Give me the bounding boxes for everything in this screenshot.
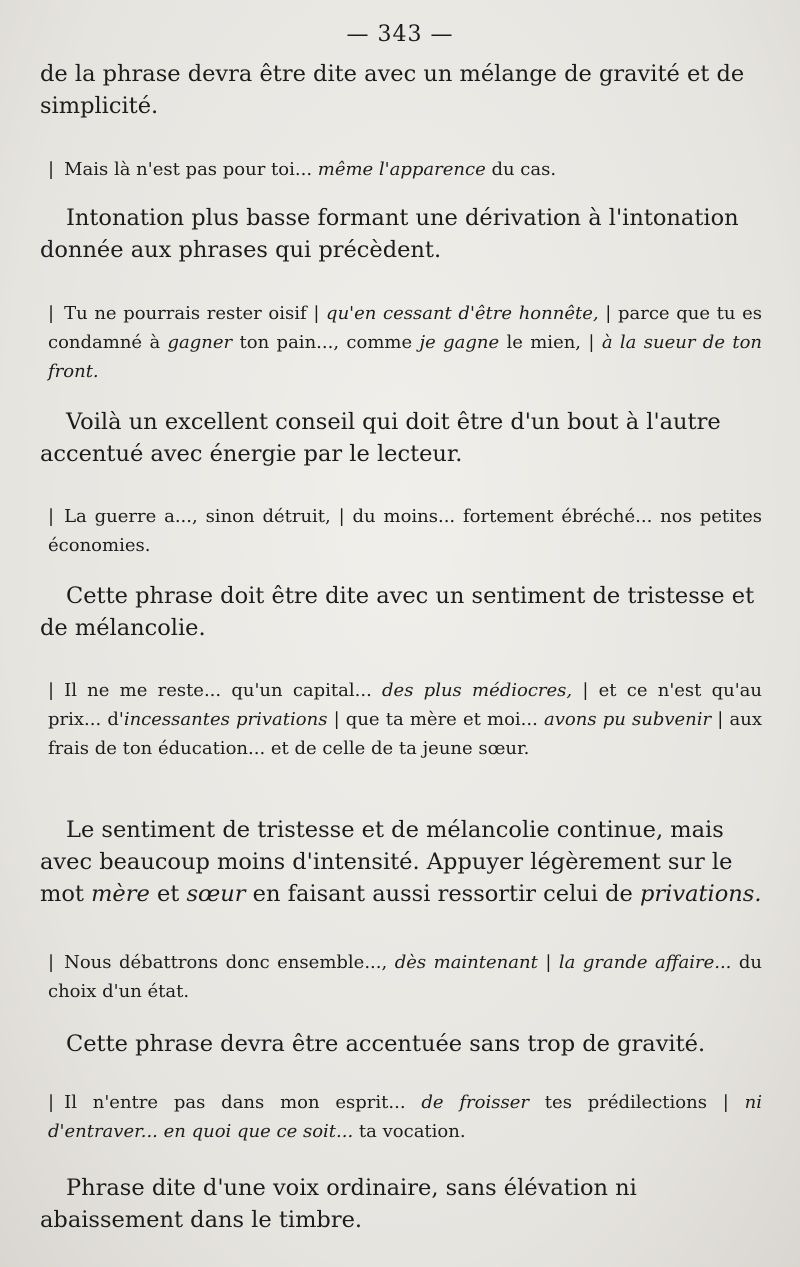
quote-2	[48, 299, 762, 386]
quote-4	[48, 676, 762, 763]
quote-6-text-a: Il n'entre pas dans mon esprit...	[64, 1092, 422, 1113]
paragraph-5-italic-a: mère	[91, 881, 150, 907]
quote-2-text-a: Tu ne pourrais rester oisif |	[64, 303, 327, 324]
quote-4-italic-a: des plus médiocres,	[382, 680, 573, 701]
paragraph-5-italic-c: privations.	[640, 881, 762, 907]
quote-bar-icon: |	[48, 680, 55, 701]
quote-4-text-d: | aux frais de ton éducation... et de celle de ta jeune sœur.	[48, 709, 762, 759]
quote-2-italic-a: qu'en cessant d'être honnête,	[326, 303, 599, 324]
paragraph-5-italic-b: sœur	[186, 881, 246, 907]
quote-2-text-b: | parce que tu es condamné à	[48, 303, 762, 353]
paragraph-5-text-a: Le sentiment de tristesse et de mélancolie continue, mais avec beaucoup moins d'intensité. Appuyer légèrement sur le mot	[40, 817, 733, 907]
quote-bar-icon: |	[48, 952, 55, 973]
quote-5-text-a: Nous débattrons donc ensemble...,	[64, 952, 395, 973]
paragraph-3: Voilà un excellent conseil qui doit être d'un bout à l'autre accentué avec énergie par le lecteur.	[40, 409, 721, 467]
quote-6-text-c: ta vocation.	[353, 1121, 466, 1142]
quote-5-italic-b: la grande affaire...	[558, 952, 732, 973]
quote-6	[48, 1088, 762, 1146]
quote-3	[48, 502, 762, 560]
quote-2-italic-d: à la sueur de ton front.	[48, 332, 763, 382]
page-number: — 343 —	[346, 22, 454, 47]
quote-6-italic-b: ni d'entraver... en quoi que ce soit...	[48, 1092, 763, 1142]
quote-6-italic-a: de froisser	[421, 1092, 529, 1113]
quote-5-text-b: |	[537, 952, 559, 973]
paragraph-1: de la phrase devra être dite avec un mélange de gravité et de simplicité.	[40, 61, 745, 119]
quote-1	[48, 155, 762, 184]
quote-4-italic-b: incessantes privations	[123, 709, 328, 730]
quote-1-italic: même l'apparence	[317, 159, 486, 180]
quote-1-text: Mais là n'est pas pour toi...	[64, 159, 318, 180]
quote-4-text-c: | que ta mère et moi...	[327, 709, 545, 730]
quote-6-text-b: tes prédilections |	[528, 1092, 745, 1113]
paragraph-5	[40, 814, 762, 910]
quote-4-text-b: | et ce n'est qu'au prix... d'	[48, 680, 762, 730]
paragraph-4: Cette phrase doit être dite avec un sentiment de tristesse et de mélancolie.	[40, 583, 755, 641]
quote-4-text-a: Il ne me reste... qu'un capital...	[64, 680, 383, 701]
paragraph-6: Cette phrase devra être accentuée sans trop de gravité.	[66, 1031, 706, 1057]
quote-1-text-end: du cas.	[485, 159, 557, 180]
quote-5	[48, 948, 762, 1006]
paragraph-5-text-b: et	[149, 881, 187, 907]
quote-4-italic-c: avons pu subvenir	[544, 709, 712, 730]
quote-5-text-c: du choix d'un état.	[48, 952, 763, 1002]
quote-bar-icon: |	[48, 1092, 55, 1113]
quote-2-text-d: le mien, |	[499, 332, 602, 353]
paragraph-2: Intonation plus basse formant une dérivation à l'intonation donnée aux phrases qui précèdent.	[40, 205, 739, 263]
quote-bar-icon: |	[48, 303, 55, 324]
quote-bar-icon: |	[48, 506, 55, 527]
paragraph-7: Phrase dite d'une voix ordinaire, sans élévation ni abaissement dans le timbre.	[40, 1175, 637, 1233]
quote-3-text: La guerre a..., sinon détruit, | du moins... fortement ébréché... nos petites économies.	[48, 506, 762, 556]
quote-2-italic-b: gagner	[167, 332, 233, 353]
paragraph-5-text-c: en faisant aussi ressortir celui de	[245, 881, 641, 907]
quote-bar-icon: |	[48, 159, 55, 180]
quote-2-italic-c: je gagne	[419, 332, 500, 353]
quote-5-italic-a: dès maintenant	[394, 952, 538, 973]
quote-2-text-c: ton pain..., comme	[232, 332, 420, 353]
